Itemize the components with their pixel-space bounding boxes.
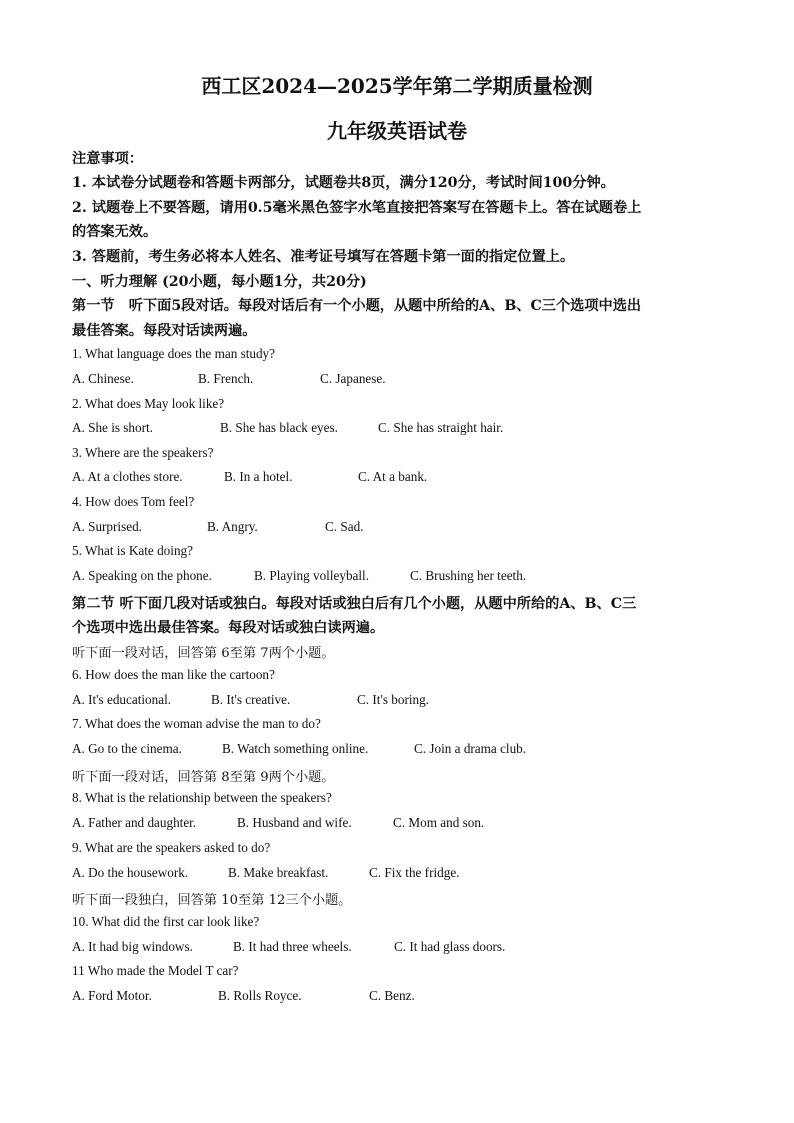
question-7: 7. What does the woman advise the man to do? <box>72 716 321 731</box>
exam-title: 西工区2024—2025学年第二学期质量检测 <box>201 74 593 98</box>
question-2-option-c: C. She has straight hair. <box>378 420 504 435</box>
question-1-option-c: C. Japanese. <box>320 371 386 386</box>
section-1-instruction-line-1: 第一节 听下面5段对话。每段对话后有一个小题，从题中所给的A、B、C三个选项中选出 <box>72 298 642 314</box>
question-8-option-c: C. Mom and son. <box>393 815 485 830</box>
notice-heading: 注意事项： <box>72 151 143 167</box>
question-6-option-a: A. It's educational. <box>72 692 172 707</box>
instruction-q10-q12: 听下面一段独白，回答第 10至第 12三个小题。 <box>72 893 352 908</box>
question-1-option-a: A. Chinese. <box>72 371 134 386</box>
question-4: 4. How does Tom feel? <box>72 494 195 509</box>
section-2-instruction-line-1: 第二节 听下面几段对话或独白。每段对话或独白后有几个小题，从题中所给的A、B、C三 <box>72 596 637 612</box>
question-5-option-a: A. Speaking on the phone. <box>72 568 212 583</box>
question-8-option-a: A. Father and daughter. <box>72 815 197 830</box>
question-6-option-b: B. It's creative. <box>211 692 291 707</box>
instruction-q6-q7: 听下面一段对话，回答第 6至第 7两个小题。 <box>72 646 335 661</box>
question-3-option-a: A. At a clothes store. <box>72 469 183 484</box>
question-5-option-c: C. Brushing her teeth. <box>410 568 527 583</box>
question-4-option-a: A. Surprised. <box>72 519 142 534</box>
question-11-option-c: C. Benz. <box>369 988 415 1003</box>
instruction-q8-q9: 听下面一段对话，回答第 8至第 9两个小题。 <box>72 770 335 785</box>
notice-item-2-line-2: 的答案无效。 <box>72 224 158 240</box>
question-5: 5. What is Kate doing? <box>72 543 193 558</box>
exam-subtitle: 九年级英语试卷 <box>327 119 467 143</box>
question-10-option-c: C. It had glass doors. <box>394 939 506 954</box>
section-2-instruction-line-2: 个选项中选出最佳答案。每段对话或独白读两遍。 <box>72 620 385 636</box>
question-6-option-c: C. It's boring. <box>357 692 429 707</box>
question-11-option-b: B. Rolls Royce. <box>218 988 302 1003</box>
question-1: 1. What language does the man study? <box>72 346 276 361</box>
question-7-option-a: A. Go to the cinema. <box>72 741 182 756</box>
question-8: 8. What is the relationship between the speakers? <box>72 790 332 805</box>
question-11-option-a: A. Ford Motor. <box>72 988 152 1003</box>
question-4-option-c: C. Sad. <box>325 519 364 534</box>
question-5-option-b: B. Playing volleyball. <box>254 568 370 583</box>
question-9-option-c: C. Fix the fridge. <box>369 865 460 880</box>
question-2-option-b: B. She has black eyes. <box>220 420 338 435</box>
question-10: 10. What did the first car look like? <box>72 914 260 929</box>
part-1-heading: 一、听力理解 (20小题，每小题1分，共20分) <box>72 274 367 290</box>
question-10-option-b: B. It had three wheels. <box>233 939 352 954</box>
notice-item-1: 1. 本试卷分试题卷和答题卡两部分，试题卷共8页，满分120分，考试时间100分钟。 <box>72 175 615 191</box>
question-7-option-b: B. Watch something online. <box>222 741 369 756</box>
question-3-option-c: C. At a bank. <box>358 469 428 484</box>
question-6: 6. How does the man like the cartoon? <box>72 667 275 682</box>
question-9: 9. What are the speakers asked to do? <box>72 840 271 855</box>
question-9-option-a: A. Do the housework. <box>72 865 189 880</box>
question-3: 3. Where are the speakers? <box>72 445 214 460</box>
question-11: 11 Who made the Model T car? <box>72 963 239 978</box>
question-7-option-c: C. Join a drama club. <box>414 741 527 756</box>
question-3-option-b: B. In a hotel. <box>224 469 293 484</box>
notice-item-3: 3. 答题前，考生务必将本人姓名、准考证号填写在答题卡第一面的指定位置上。 <box>72 249 575 265</box>
question-1-option-b: B. French. <box>198 371 254 386</box>
question-2-option-a: A. She is short. <box>72 420 153 435</box>
question-9-option-b: B. Make breakfast. <box>228 865 329 880</box>
section-1-instruction-line-2: 最佳答案。每段对话读两遍。 <box>72 323 257 339</box>
notice-item-2-line-1: 2. 试题卷上不要答题，请用0.5毫米黑色签字水笔直接把答案写在答题卡上。答在试题卷上 <box>72 200 642 216</box>
question-10-option-a: A. It had big windows. <box>72 939 193 954</box>
question-2: 2. What does May look like? <box>72 396 225 411</box>
question-8-option-b: B. Husband and wife. <box>237 815 352 830</box>
question-4-option-b: B. Angry. <box>207 519 258 534</box>
